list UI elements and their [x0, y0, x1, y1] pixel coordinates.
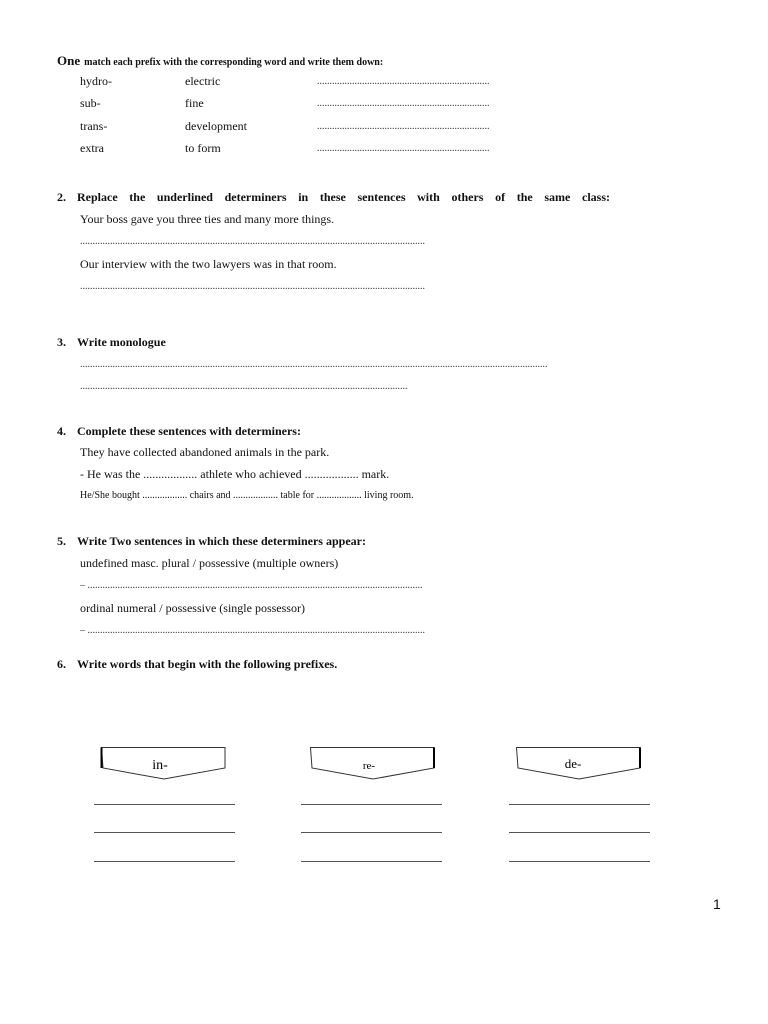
word-cell: fine — [185, 96, 204, 110]
section4-sentence[interactable]: He/She bought .................. chairs and .................. table for .................. living room. — [80, 490, 414, 501]
section5-instruction: Write Two sentences in which these determiners appear: — [77, 534, 366, 548]
prefix-cell: hydro- — [80, 74, 112, 88]
answer-line[interactable] — [301, 804, 442, 805]
section2-sentence: Our interview with the two lawyers was in that room. — [80, 257, 337, 271]
section4-number: 4. — [57, 424, 66, 438]
word-cell: electric — [185, 74, 221, 88]
answer-blank[interactable]: ..................................................................... — [317, 121, 490, 132]
answer-blank[interactable]: .......................................................................................................................................... — [80, 236, 425, 247]
answer-blank[interactable]: ................................................................................................................................... — [80, 381, 408, 392]
section1-heading — [57, 52, 383, 70]
section6-instruction: Write words that begin with the following prefixes. — [77, 657, 338, 671]
answer-blank[interactable]: ..................................................................... — [317, 143, 490, 154]
answer-line[interactable] — [94, 804, 235, 805]
section5-prompt: ordinal numeral / possessive (single possessor) — [80, 601, 305, 615]
section4-instruction: Complete these sentences with determiners: — [77, 424, 301, 438]
page-number: 1 — [713, 896, 721, 912]
prefix-tag-re — [309, 746, 437, 782]
answer-blank[interactable]: – ...................................................................................................................................... — [80, 580, 423, 591]
answer-line[interactable] — [301, 832, 442, 833]
section4-sentence[interactable]: - He was the .................. athlete who achieved .................. mark. — [80, 467, 390, 481]
section6-number: 6. — [57, 657, 66, 671]
prefix-cell: trans- — [80, 119, 108, 133]
prefix-tag-in — [100, 746, 228, 782]
section5-number: 5. — [57, 534, 66, 548]
answer-blank[interactable]: ........................................................................................................................................................................................... — [80, 359, 548, 370]
prefix-tag-de — [515, 746, 643, 782]
prefix-label: re- — [362, 760, 376, 772]
section4-sentence: They have collected abandoned animals in the park. — [80, 445, 330, 459]
section1-number: One — [57, 53, 81, 68]
answer-line[interactable] — [94, 861, 235, 862]
answer-line[interactable] — [301, 861, 442, 862]
section3-instruction: Write monologue — [77, 335, 166, 349]
answer-line[interactable] — [509, 861, 650, 862]
section3-number: 3. — [57, 335, 66, 349]
word-cell: development — [185, 119, 247, 133]
prefix-label: de- — [564, 756, 582, 771]
section2-instruction: Replace the underlined determiners in these sentences with others of the same class: — [77, 190, 610, 204]
section2-number: 2. — [57, 190, 66, 204]
section2-sentence: Your boss gave you three ties and many more things. — [80, 212, 335, 226]
section5-prompt: undefined masc. plural / possessive (multiple owners) — [80, 556, 339, 570]
answer-blank[interactable]: ..................................................................... — [317, 76, 490, 87]
answer-line[interactable] — [509, 832, 650, 833]
answer-line[interactable] — [94, 832, 235, 833]
answer-blank[interactable]: – ....................................................................................................................................... — [80, 625, 425, 636]
word-cell: to form — [185, 141, 221, 155]
prefix-cell: sub- — [80, 96, 101, 110]
answer-blank[interactable]: ..................................................................... — [317, 98, 490, 109]
section1-instruction: match each prefix with the corresponding word and write them down: — [84, 57, 384, 68]
answer-line[interactable] — [509, 804, 650, 805]
prefix-cell: extra — [80, 141, 104, 155]
answer-blank[interactable]: .......................................................................................................................................... — [80, 281, 425, 292]
prefix-label: in- — [152, 758, 168, 773]
